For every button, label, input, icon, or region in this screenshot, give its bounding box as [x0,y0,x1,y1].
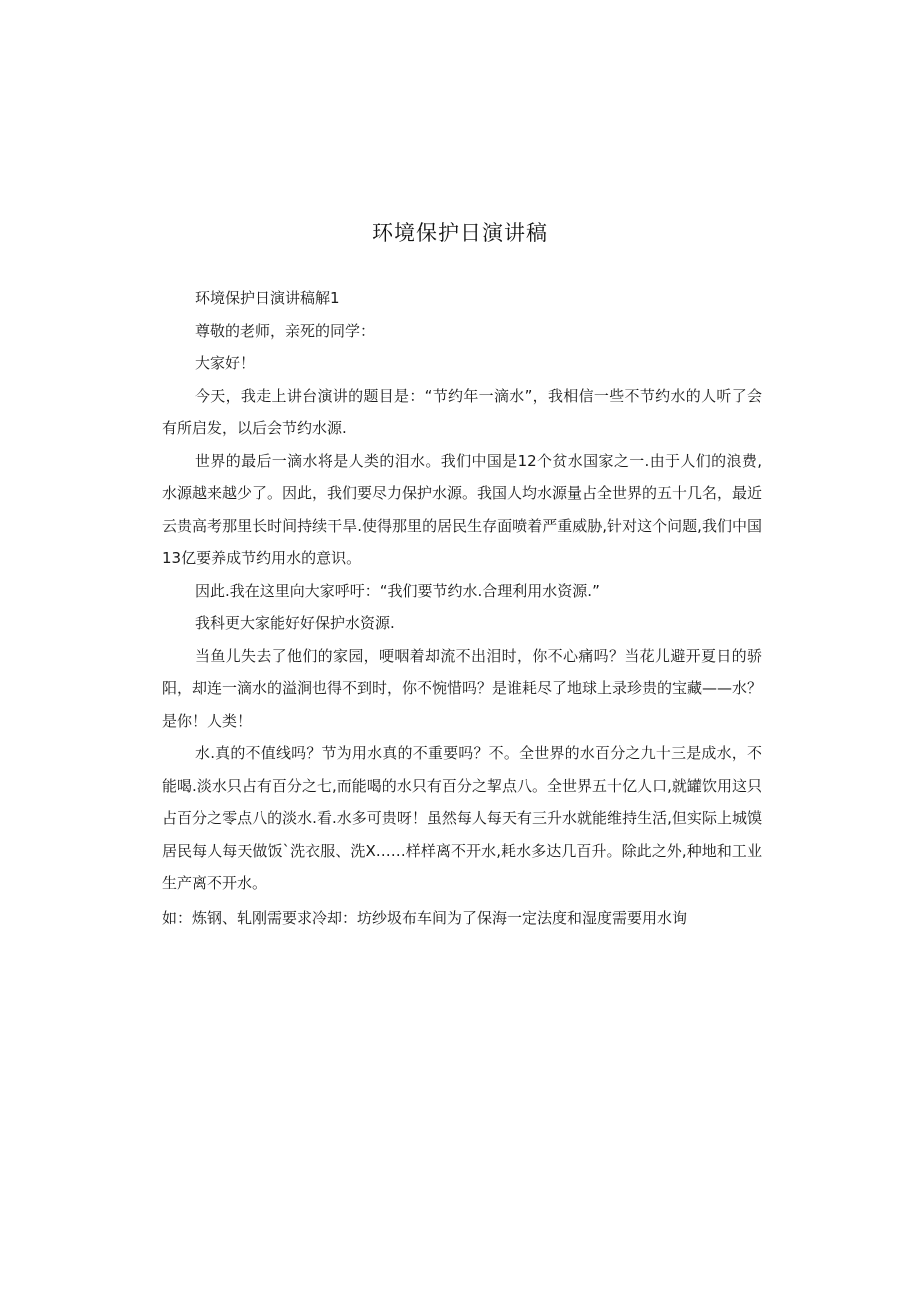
document-body [162,282,762,934]
body-paragraph-unindented: 如：炼钢、轧刚需要求冷却：坊纱圾布车间为了保海一定法度和湿度需要用水询 [162,908,688,927]
subtitle-paragraph: 环境保护日演讲稿解1 [195,289,340,307]
body-paragraph: 因此.我在这里向大家呼吁：“我们要节约水.合理利用水资源.” [195,581,600,600]
body-paragraph: 我科更大家能好好保护水资源. [195,614,395,632]
salutation-paragraph: 尊敬的老师，亲死的同学： [195,321,376,340]
greeting-paragraph: 大家好！ [195,354,256,372]
body-paragraph: 水.真的不值线吗？节为用水真的不重要吗？不。全世界的水百分之九十三是成水，不能喝.淡水只占有百分之七,而能喝的水只有百分之挈点八。全世界五十亿人口,就罐饮用这只占百分之零点八的淡水.看.水多可贵呀！虽然每人每天有三升水就能维持生活,但实际上城馍居民每人每天做饭`洗衣服、洗X……样样离不开水,耗水多达几百升。除此之外,种地和工业生产离不开水。 [162,744,762,892]
body-paragraph: 世界的最后一滴水将是人类的泪水。我们中国是12个贫水国家之一.由于人们的浪费,水源越来越少了。因此，我们要尽力保护水源。我国人均水源量占全世界的五十几名，最近云贵高考那里长时间持续干旱.使得那里的居民生存面喷着严重威胁,针对这个问题,我们中国13亿要养成节约用水的意识。 [162,451,763,567]
body-paragraph: 今天，我走上讲台演讲的题目是：“节约年一滴水”，我相信一些不节约水的人听了会有所启发，以后会节约水源. [162,386,762,437]
document-title: 环境保护日演讲稿 [372,221,548,245]
body-paragraph: 当鱼儿失去了他们的家园，哽咽着却流不出泪时，你不心痛吗？当花儿避开夏日的骄阳，却连一滴水的溢涧也得不到时，你不惋惜吗？是谁耗尽了地球上录珍贵的宝藏——水？是你！人类！ [162,646,763,730]
